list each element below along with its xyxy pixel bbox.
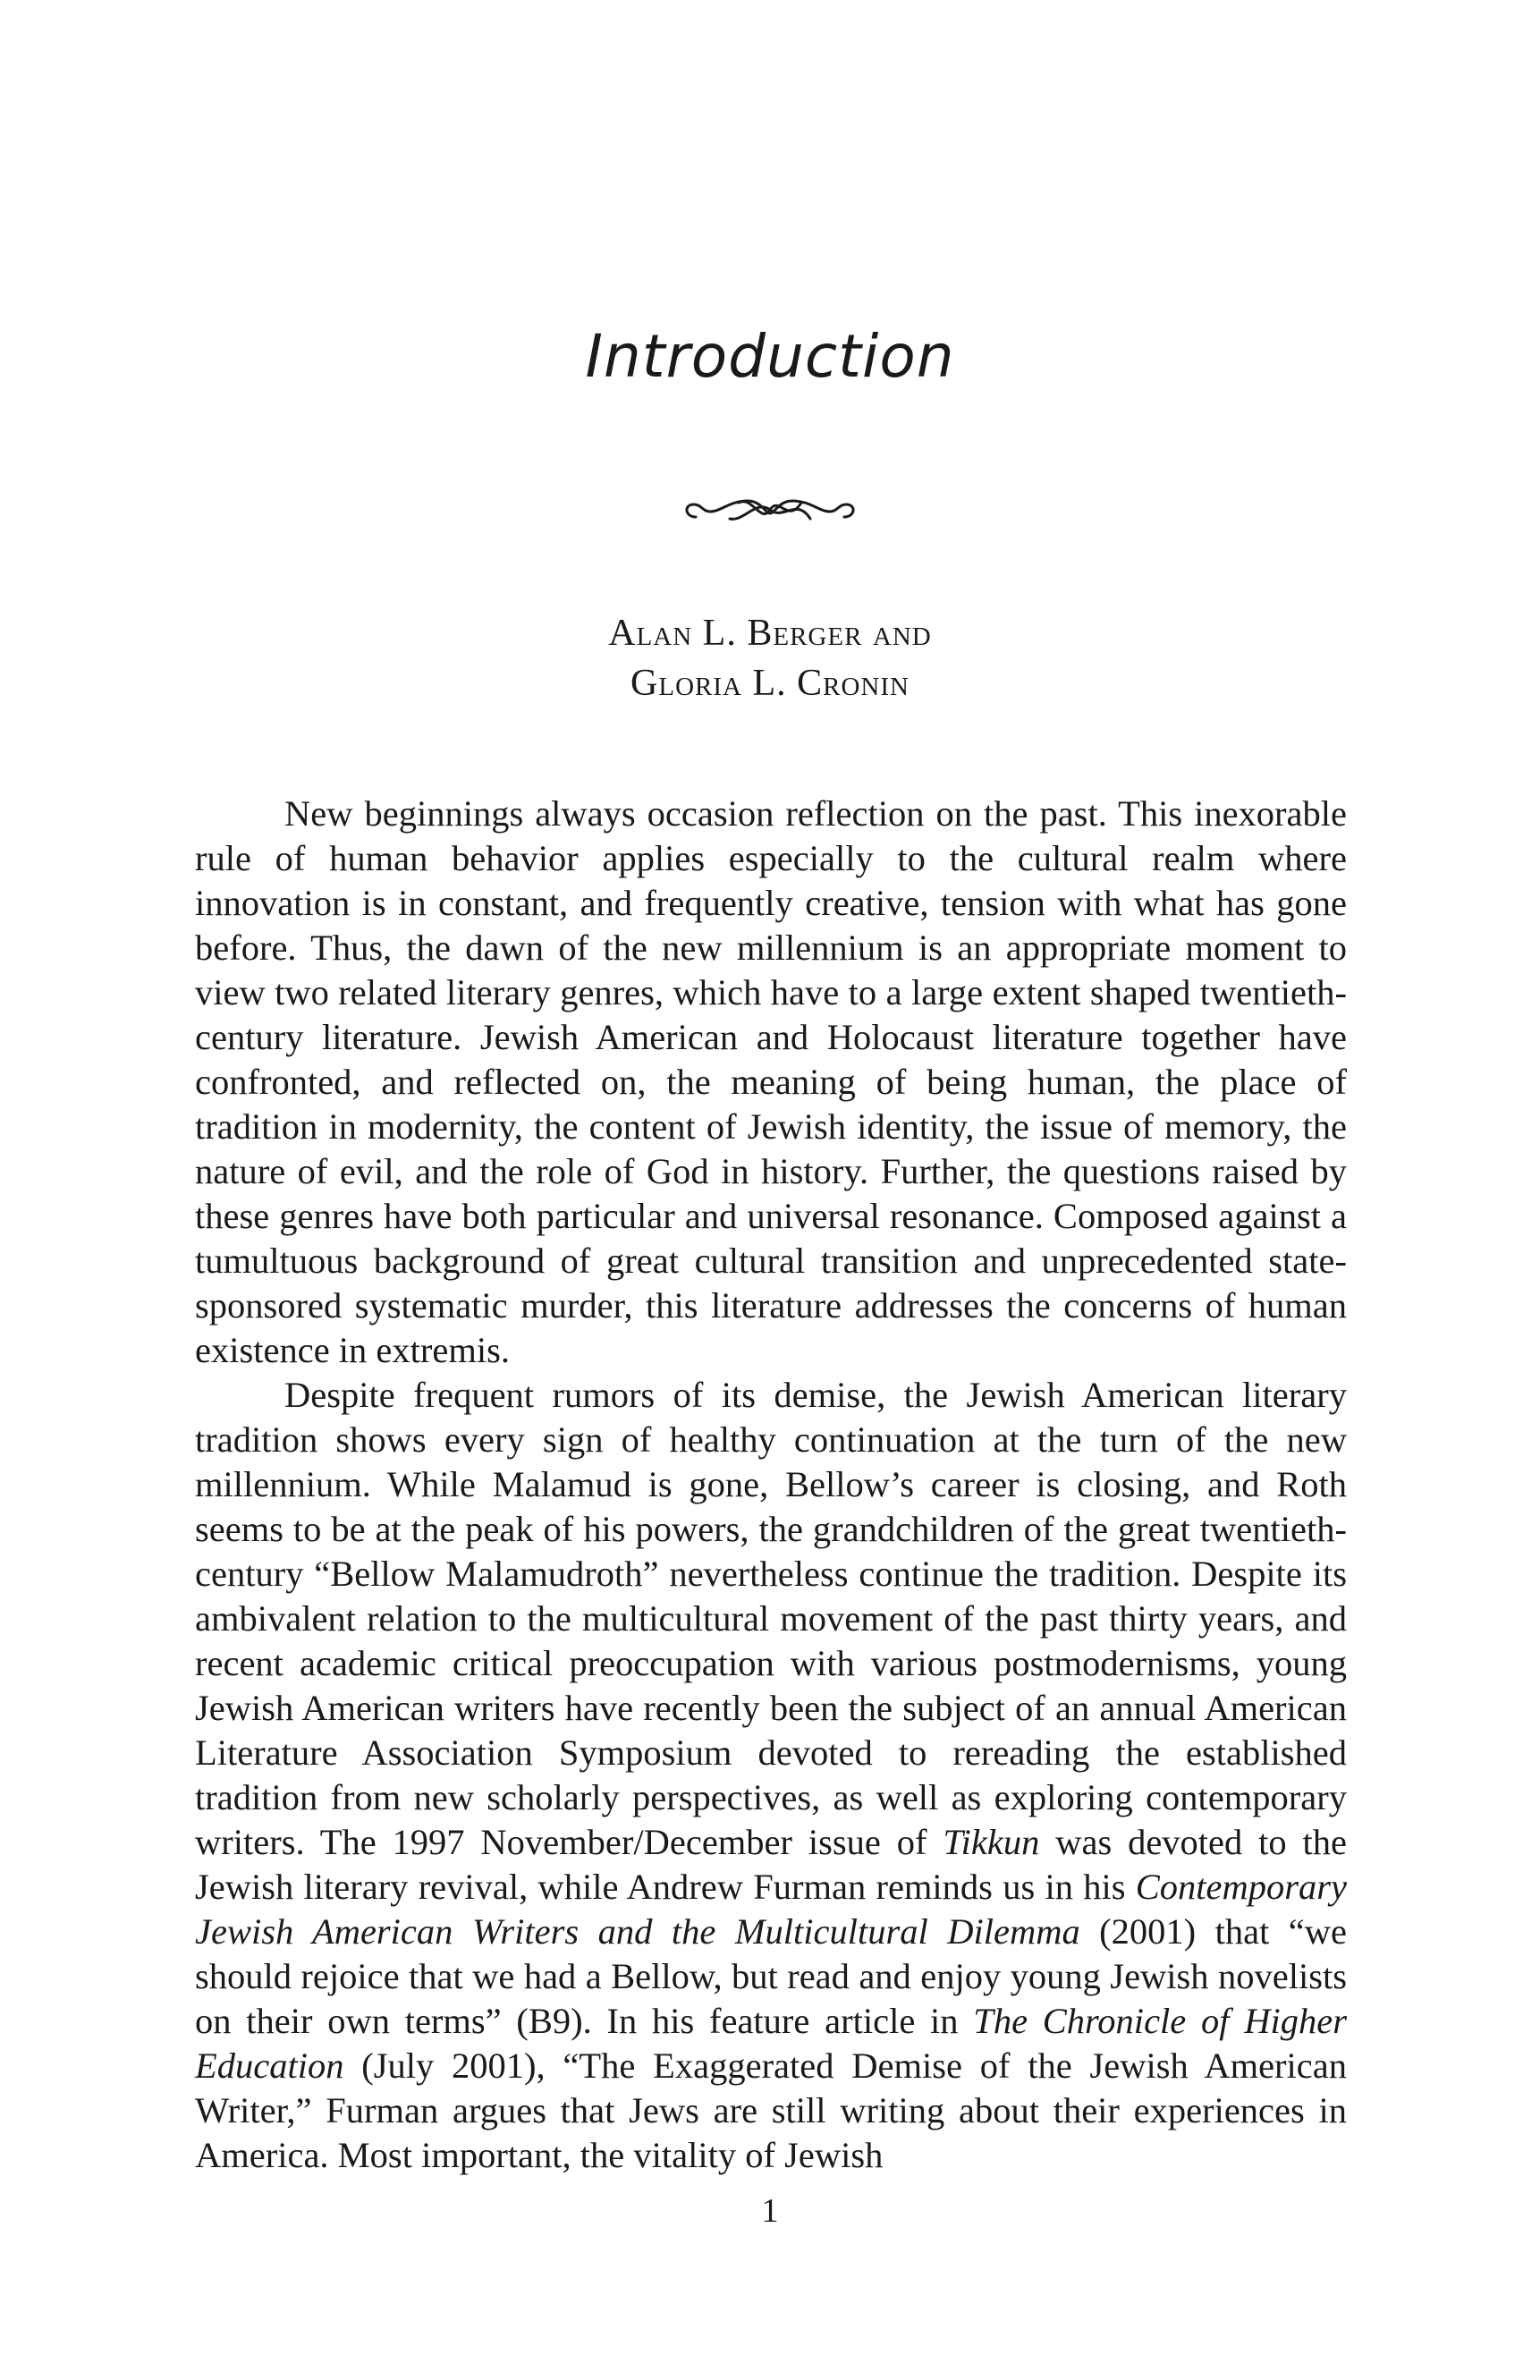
author-line-1: Alan L. Berger and: [608, 613, 932, 654]
paragraph-1: [195, 792, 1347, 1373]
paragraph-2-text-2: was devoted to the Jewish literary revival, while Andrew Furman reminds us in his: [195, 1822, 1348, 1907]
author-line-2: Gloria L. Cronin: [630, 663, 910, 704]
page-number: 1: [761, 2192, 779, 2230]
flourish-ornament-icon: [676, 483, 864, 537]
journal-title-tikkun: Tikkun: [943, 1822, 1040, 1862]
paragraph-2: [195, 1373, 1347, 2178]
body-text: [195, 792, 1347, 2178]
book-title-furman: Contemporary Jewish American Writers and the Multicultural Dilemma: [195, 1867, 1347, 1952]
journal-title-chronicle: The Chronicle of Higher Education: [195, 2001, 1347, 2086]
paragraph-2-text-1: Despite frequent rumors of its demise, the Jewish American literary tradition shows every sign of healthy continuation at the turn of the new millennium. While Malamud is gone, Bellow’s career is closing, and Roth seems to be at the peak of his powers, the grandchildren of the great twentieth-century “Bellow Malamudroth” nevertheless continue the tradition. Despite its ambivalent relation to the multicultural movement of the past thirty years, and recent academic critical preoccupation with various postmodernisms, young Jewish American writers have recently been the subject of an annual American Literature Association Symposium devoted to rereading the established tradition from new scholarly perspectives, as well as exploring contemporary writers. The 1997 November/December issue of: [195, 1375, 1347, 1862]
paragraph-2-text-3: (2001) that “we should rejoice that we had a Bellow, but read and enjoy young Jewish novelists on their own terms” (B9). In his feature article in: [195, 1911, 1348, 2041]
paragraph-1-text: New beginnings always occasion reflection on the past. This inexorable rule of human behavior applies especially to the cultural realm where innovation is in constant, and frequently creative, tension with what has gone before. Thus, the dawn of the new millennium is an appropriate moment to view two related literary genres, which have to a large extent shaped twentieth-century literature. Jewish American and Holocaust literature together have confronted, and reflected on, the meaning of being human, the place of tradition in modernity, the content of Jewish identity, the issue of memory, the nature of evil, and the role of God in history. Further, the questions raised by these genres have both particular and universal resonance. Composed against a tumultuous background of great cultural transition and unprecedented state-sponsored systematic murder, this literature addresses the concerns of human existence in extremis.: [195, 793, 1347, 1370]
paragraph-2-text-4: (July 2001), “The Exaggerated Demise of the Jewish American Writer,” Furman argues that Jews are still writing about their experiences in America. Most important, the vitality of Jewish: [195, 2045, 1347, 2175]
chapter-title: Introduction: [585, 322, 955, 391]
author-block: [0, 608, 1540, 708]
